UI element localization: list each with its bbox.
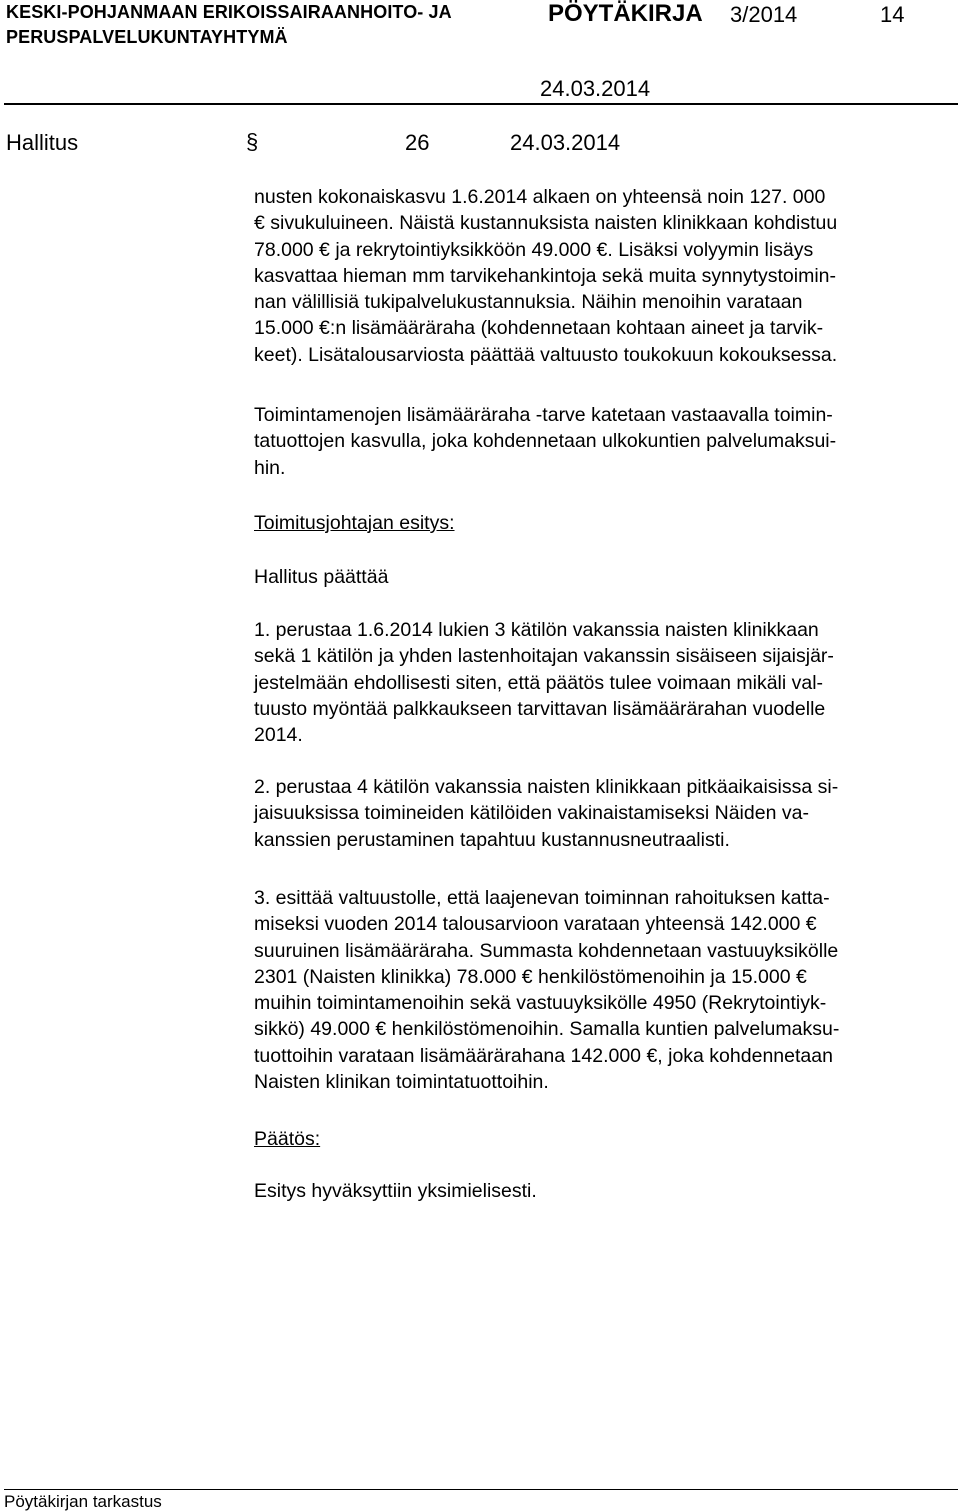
page-number: 14 [880, 2, 905, 27]
text-line: tuusto myöntää palkkaukseen tarvittavan lisämäärärahan vuodelle [254, 697, 826, 720]
proposal-item-2 [254, 774, 938, 853]
footer-label: Pöytäkirjan tarkastus [4, 1492, 162, 1511]
text-line: suuruinen lisämääräraha. Summasta kohdennetaan vastuuyksikölle [254, 939, 839, 962]
footer-divider [4, 1489, 958, 1490]
text-line: miseksi vuoden 2014 talousarvioon varataan yhteensä 142.000 € [254, 913, 817, 936]
section-number: 26 [405, 130, 430, 155]
text-line: Naisten klinikan toimintatuottoihin. [254, 1071, 549, 1094]
decision-heading: Päätös: [254, 1128, 321, 1150]
text-line: nan välillisiä tukipalvelukustannuksia. Näihin menoihin varataan [254, 291, 803, 314]
text-line: muihin toimintamenoihin sekä vastuuyksikölle 4950 (Rekrytointiyk- [254, 992, 827, 1015]
text-line: sikkö) 49.000 € henkilöstömenoihin. Samalla kuntien palvelumaksu- [254, 1018, 840, 1041]
header-divider [4, 103, 958, 105]
board-name: Hallitus [6, 130, 79, 155]
paragraph-funding [254, 402, 938, 481]
meeting-date: 24.03.2014 [540, 76, 651, 101]
text-line: € sivukuluineen. Näistä kustannuksista naisten klinikkaan kohdistuu [254, 212, 838, 235]
document-number: 3/2014 [730, 2, 798, 27]
text-line: sekä 1 kätilön ja yhden lastenhoitajan vakanssin sisäiseen sijaisjär- [254, 645, 834, 668]
text-line: 15.000 €:n lisämääräraha (kohdennetaan kohtaan aineet ja tarvik- [254, 317, 824, 340]
text-line: 78.000 € ja rekrytointiyksikköön 49.000 €. Lisäksi volyymin lisäys [254, 238, 814, 261]
proposal-item-3 [254, 885, 938, 1095]
text-line: nusten kokonaiskasvu 1.6.2014 alkaen on yhteensä noin 127. 000 [254, 186, 826, 208]
paragraph-costs [254, 184, 938, 368]
text-line: 2014. [254, 724, 303, 747]
text-line: 2301 (Naisten klinikka) 78.000 € henkilöstömenoihin ja 15.000 € [254, 965, 807, 988]
text-line: tuottoihin varataan lisämäärärahana 142.000 €, joka kohdennetaan [254, 1044, 833, 1067]
text-line: tatuottojen kasvulla, joka kohdennetaan ulkokuntien palvelumaksui- [254, 430, 837, 453]
text-line: Toimintamenojen lisämääräraha -tarve katetaan vastaavalla toimin- [254, 404, 833, 426]
proposal-heading: Toimitusjohtajan esitys: [254, 512, 455, 534]
text-line: kasvattaa hieman mm tarvikehankintoja sekä muita synnytystoimin- [254, 264, 836, 287]
organization-name-line1: KESKI-POHJANMAAN ERIKOISSAIRAANHOITO- JA [6, 2, 452, 22]
text-line: 3. esittää valtuustolle, että laajenevan toiminnan rahoituksen katta- [254, 887, 830, 909]
section-sign: § [246, 129, 259, 154]
document-type: PÖYTÄKIRJA [548, 0, 703, 27]
text-line: jaisuuksissa toimineiden kätilöiden vakinaistamiseksi Näiden va- [254, 802, 809, 825]
text-line: hin. [254, 456, 286, 479]
organization-name-line2: PERUSPALVELUKUNTAYHTYMÄ [6, 27, 288, 47]
text-line: 2. perustaa 4 kätilön vakanssia naisten klinikkaan pitkäaikaisissa si- [254, 776, 839, 798]
proposal-intro: Hallitus päättää [254, 566, 389, 588]
proposal-item-1 [254, 617, 938, 748]
section-date: 24.03.2014 [510, 130, 621, 155]
text-line: 1. perustaa 1.6.2014 lukien 3 kätilön vakanssia naisten klinikkaan [254, 619, 819, 641]
decision-text: Esitys hyväksyttiin yksimielisesti. [254, 1180, 537, 1202]
text-line: jestelmään ehdollisesti siten, että päätös tulee voimaan mikäli val- [254, 671, 824, 694]
text-line: kanssien perustaminen tapahtuu kustannusneutraalisti. [254, 828, 730, 851]
text-line: keet). Lisätalousarviosta päättää valtuusto toukokuun kokouksessa. [254, 343, 838, 366]
